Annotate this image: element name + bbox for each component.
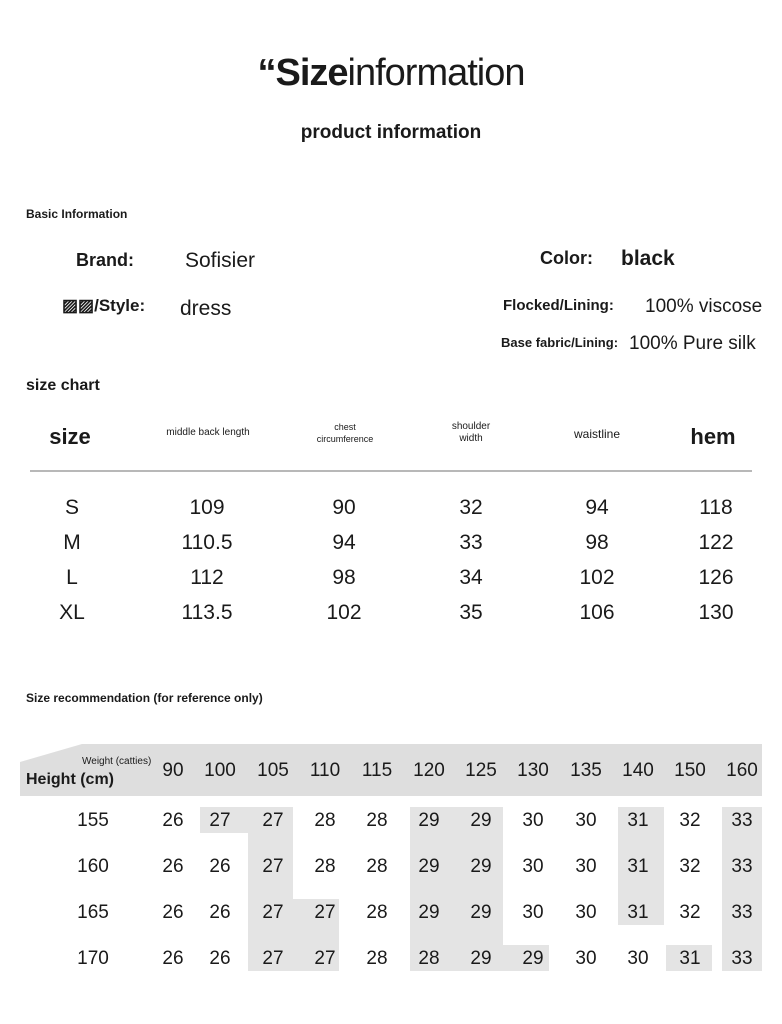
recommended-size-cell: 26 xyxy=(209,948,231,969)
size-chart-cell: 106 xyxy=(579,601,615,624)
recommended-size-cell: 28 xyxy=(366,810,388,831)
chart-divider xyxy=(30,470,752,472)
recommended-size-cell: 30 xyxy=(575,856,597,877)
size-label-cell: XL xyxy=(59,601,85,624)
recommended-size-cell: 33 xyxy=(731,948,753,969)
recommendation-heading: Size recommendation (for reference only) xyxy=(26,691,263,705)
recommended-size-cell: 28 xyxy=(418,948,440,969)
recommended-size-cell: 31 xyxy=(627,856,649,877)
height-axis-label: Height (cm) xyxy=(26,771,114,788)
page-title: “Sizeinformation xyxy=(257,52,525,94)
header-diagonal xyxy=(20,744,82,762)
color-label: Color: xyxy=(540,248,593,268)
size-chart-cell: 90 xyxy=(332,496,356,519)
weight-header-cell: 90 xyxy=(162,760,184,781)
recommended-size-cell: 31 xyxy=(627,902,649,923)
size-chart-cell: 94 xyxy=(332,531,356,554)
height-row-label: 160 xyxy=(77,856,109,877)
recommended-size-cell: 26 xyxy=(209,902,231,923)
size-label-cell: L xyxy=(66,566,78,589)
size-chart-cell: 35 xyxy=(459,601,483,624)
recommended-size-cell: 33 xyxy=(731,856,753,877)
size-header: size xyxy=(49,424,91,449)
recommended-size-cell: 28 xyxy=(314,810,336,831)
size-chart-cell: 109 xyxy=(189,496,225,519)
recommended-size-cell: 30 xyxy=(522,810,544,831)
size-chart-cell: 98 xyxy=(585,531,609,554)
recommended-size-cell: 30 xyxy=(522,856,544,877)
recommended-size-cell: 29 xyxy=(470,810,492,831)
recommended-size-cell: 29 xyxy=(418,856,440,877)
weight-header-cell: 125 xyxy=(465,760,497,781)
recommended-size-cell: 28 xyxy=(366,948,388,969)
recommended-size-cell: 28 xyxy=(366,856,388,877)
recommended-size-cell: 27 xyxy=(262,948,284,969)
size-chart-cell: 112 xyxy=(190,566,224,589)
recommended-size-cell: 26 xyxy=(162,856,184,877)
weight-header-cell: 110 xyxy=(309,760,341,781)
weight-header-cell: 130 xyxy=(517,760,549,781)
height-row-label: 155 xyxy=(77,810,109,831)
waist-header: waistline xyxy=(573,427,621,441)
size-label-cell: S xyxy=(64,496,79,519)
recommended-size-cell: 30 xyxy=(575,948,597,969)
shoulder-header: shoulder width xyxy=(451,421,491,444)
size-chart-cell: 130 xyxy=(698,601,734,624)
hem-header: hem xyxy=(690,424,736,449)
recommended-size-cell: 26 xyxy=(209,856,231,877)
base-fabric-value: 100% Pure silk xyxy=(629,333,756,354)
recommended-size-cell: 27 xyxy=(262,902,284,923)
flocked-value: 100% viscose xyxy=(645,296,763,317)
brand-value: Sofisier xyxy=(185,249,256,272)
size-chart-cell: 34 xyxy=(459,566,483,589)
color-value: black xyxy=(621,247,675,270)
recommended-size-cell: 30 xyxy=(575,902,597,923)
style-value: dress xyxy=(180,297,232,320)
weight-header-cell: 115 xyxy=(361,760,393,781)
weight-header-cell: 135 xyxy=(570,760,602,781)
subtitle: product information xyxy=(300,122,482,143)
recommended-size-cell: 27 xyxy=(314,948,336,969)
recommended-size-cell: 29 xyxy=(418,902,440,923)
recommended-size-cell: 28 xyxy=(366,902,388,923)
size-chart-cell: 98 xyxy=(332,566,356,589)
back-length-header: middle back length xyxy=(166,427,250,438)
size-chart-heading: size chart xyxy=(26,377,100,394)
flocked-label: Flocked/Lining: xyxy=(503,297,614,314)
size-chart-cell: 102 xyxy=(326,601,362,624)
recommended-size-cell: 27 xyxy=(262,856,284,877)
recommended-size-cell: 26 xyxy=(162,810,184,831)
basic-info-heading: Basic Information xyxy=(26,207,128,221)
weight-header-cell: 140 xyxy=(622,760,654,781)
chest-header: chest circumference xyxy=(316,422,374,444)
size-label-cell: M xyxy=(63,531,81,554)
weight-header-cell: 160 xyxy=(726,760,758,781)
weight-header-cell: 105 xyxy=(257,760,289,781)
size-chart-cell: 33 xyxy=(459,531,483,554)
recommended-size-cell: 31 xyxy=(627,810,649,831)
weight-header-cell: 120 xyxy=(413,760,445,781)
height-row-label: 165 xyxy=(77,902,109,923)
recommended-size-cell: 28 xyxy=(314,856,336,877)
recommended-size-cell: 30 xyxy=(627,948,649,969)
recommended-size-cell: 26 xyxy=(162,902,184,923)
weight-header-cell: 150 xyxy=(674,760,706,781)
recommended-size-cell: 29 xyxy=(470,856,492,877)
brand-label: Brand: xyxy=(76,250,134,270)
size-chart-cell: 110.5 xyxy=(181,531,233,554)
recommended-size-cell: 31 xyxy=(679,948,701,969)
recommended-size-cell: 32 xyxy=(679,856,701,877)
recommended-size-cell: 27 xyxy=(262,810,284,831)
weight-axis-label: Weight (catties) xyxy=(82,756,152,767)
recommended-size-cell: 29 xyxy=(418,810,440,831)
size-chart-cell: 113.5 xyxy=(181,601,233,624)
recommended-size-cell: 30 xyxy=(522,902,544,923)
height-row-label: 170 xyxy=(77,948,109,969)
recommended-size-cell: 29 xyxy=(522,948,544,969)
recommended-size-cell: 29 xyxy=(470,948,492,969)
recommended-size-cell: 32 xyxy=(679,810,701,831)
size-chart-cell: 118 xyxy=(699,496,733,519)
recommended-size-cell: 32 xyxy=(679,902,701,923)
recommended-size-cell: 33 xyxy=(731,902,753,923)
recommended-size-cell: 30 xyxy=(575,810,597,831)
recommended-size-cell: 33 xyxy=(731,810,753,831)
recommended-size-cell: 27 xyxy=(209,810,231,831)
recommended-size-cell: 27 xyxy=(314,902,336,923)
size-chart-cell: 32 xyxy=(459,496,483,519)
size-chart-cell: 102 xyxy=(579,566,615,589)
weight-header-cell: 100 xyxy=(204,760,236,781)
recommended-size-cell: 29 xyxy=(470,902,492,923)
style-label: ▨▨/Style: xyxy=(62,296,146,315)
size-chart-cell: 122 xyxy=(698,531,734,554)
recommended-size-cell: 26 xyxy=(162,948,184,969)
size-chart-cell: 126 xyxy=(698,566,734,589)
base-fabric-label: Base fabric/Lining: xyxy=(501,335,619,350)
size-chart-cell: 94 xyxy=(585,496,609,519)
